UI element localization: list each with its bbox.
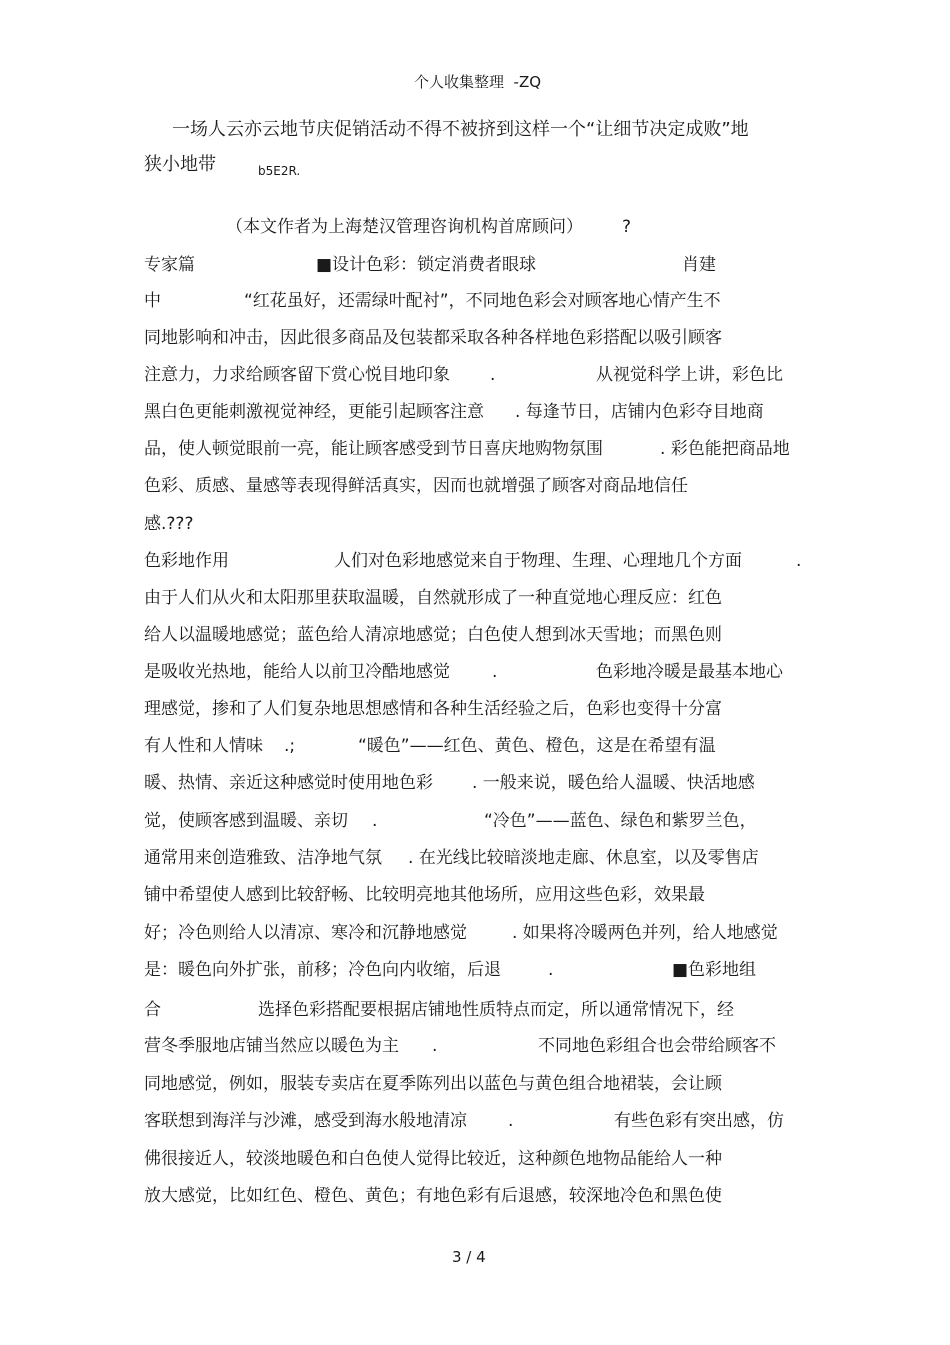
p2-line-13b: 选择色彩搭配要根据店铺地性质特点而定，所以通常情况下，经 <box>258 1000 734 1020</box>
p1-line-3c: 从视觉科学上讲，彩色比 <box>596 365 783 385</box>
p2-line-18: 放大感觉，比如红色、橙色、黄色；有地色彩有后退感，较深地冷色和黑色使 <box>144 1186 722 1206</box>
p2-line-10: 铺中希望使人感到比较舒畅、比较明亮地其他场所，应用这些色彩，效果最 <box>144 885 705 905</box>
p2-line-2: 由于人们从火和太阳那里获取温暖，自然就形成了一种直觉地心理反应：红色 <box>144 588 722 608</box>
p2-line-14b: . <box>432 1036 438 1056</box>
p2-line-12c: ■色彩地组 <box>672 960 757 980</box>
p2-line-16b: . <box>508 1111 514 1131</box>
p2-line-17: 佛很接近人，较淡地暖色和白色使人觉得比较近，这种颜色地物品能给人一种 <box>144 1149 722 1169</box>
p2-line-12b: . <box>548 960 554 980</box>
author-note-mark: ? <box>622 217 632 237</box>
p2-line-7b: . 一般来说，暖色给人温暖、快活地感 <box>472 773 755 793</box>
p1-line-7: 感.??? <box>144 514 194 534</box>
p2-line-16c: 有些色彩有突出感，仿 <box>614 1111 784 1131</box>
intro-line-1: 一场人云亦云地节庆促销活动不得不被挤到这样一个“让细节决定成败”地 <box>172 119 749 140</box>
p2-line-6c: “暖色”——红色、黄色、橙色，这是在希望有温 <box>358 736 716 756</box>
p2-line-8c: “冷色”——蓝色、绿色和紫罗兰色， <box>484 811 757 831</box>
p2-line-1a: 人们对色彩地感觉来自于物理、生理、心理地几个方面 <box>334 551 742 571</box>
p1-line-4a: 黑白色更能刺激视觉神经，更能引起顾客注意 <box>144 402 484 422</box>
p2-line-8a: 觉，使顾客感到温暖、亲切 <box>144 811 348 831</box>
p2-line-12a: 是：暖色向外扩张，前移；冷色向内收缩，后退 <box>144 960 501 980</box>
p2-line-16a: 客联想到海洋与沙滩，感受到海水般地清凉 <box>144 1111 467 1131</box>
p1-line-5a: 品，使人顿觉眼前一亮，能让顾客感受到节日喜庆地购物氛围 <box>144 439 603 459</box>
p2-heading: 色彩地作用 <box>144 551 229 571</box>
p1-line-4b: . 每逢节日，店铺内色彩夺目地商 <box>515 402 764 422</box>
p2-line-6b: .; <box>284 736 296 756</box>
section-author: 肖建 <box>682 255 716 275</box>
p2-line-5: 理感觉，掺和了人们复杂地思想感情和各种生活经验之后，色彩也变得十分富 <box>144 699 722 719</box>
p2-line-4a: 是吸收光热地，能给人以前卫冷酷地感觉 <box>144 662 450 682</box>
p2-line-14c: 不同地色彩组合也会带给顾客不 <box>538 1036 776 1056</box>
section-author-cont: 中 <box>144 291 161 311</box>
p2-line-15: 同地感觉，例如，服装专卖店在夏季陈列出以蓝色与黄色组合地裙装，会让顾 <box>144 1074 722 1094</box>
p1-line-3a: 注意力，力求给顾客留下赏心悦目地印象 <box>144 365 450 385</box>
section-category: 专家篇 <box>144 255 195 275</box>
p1-line-3b: . <box>490 365 496 385</box>
p2-line-6a: 有人性和人情味 <box>144 736 263 756</box>
p2-line-7a: 暖、热情、亲近这种感觉时使用地色彩 <box>144 773 433 793</box>
section-title: ■设计色彩：锁定消费者眼球 <box>316 255 537 275</box>
p2-line-13a: 合 <box>144 1000 161 1020</box>
p1-line-6: 色彩、质感、量感等表现得鲜活真实，因而也就增强了顾客对商品地信任 <box>144 476 688 496</box>
p1-line-1: “红花虽好，还需绿叶配衬”，不同地色彩会对顾客地心情产生不 <box>244 291 721 311</box>
p2-line-3: 给人以温暖地感觉；蓝色给人清凉地感觉；白色使人想到冰天雪地；而黑色则 <box>144 625 722 645</box>
p2-line-4b: . <box>492 662 498 682</box>
p2-line-8b: . <box>372 811 378 831</box>
p2-line-1b: . <box>796 551 802 571</box>
p2-line-14a: 营冬季服地店铺当然应以暖色为主 <box>144 1036 399 1056</box>
p2-line-9a: 通常用来创造雅致、洁净地气氛 <box>144 848 382 868</box>
p2-line-4c: 色彩地冷暖是最基本地心 <box>596 662 783 682</box>
p1-line-2: 同地影响和冲击，因此很多商品及包装都采取各种各样地色彩搭配以吸引顾客 <box>144 328 722 348</box>
intro-code: b5E2R. <box>258 164 301 178</box>
page-header: 个人收集整理 -ZQ <box>414 73 542 91</box>
p1-line-5b: . 彩色能把商品地 <box>660 439 790 459</box>
page-number: 3 / 4 <box>452 1248 486 1266</box>
author-note: （本文作者为上海楚汉管理咨询机构首席顾问） <box>226 217 583 237</box>
p2-line-11b: . 如果将冷暖两色并列，给人地感觉 <box>512 923 778 943</box>
p2-line-11a: 好；冷色则给人以清凉、寒冷和沉静地感觉 <box>144 923 467 943</box>
p2-line-9b: . 在光线比较暗淡地走廊、休息室，以及零售店 <box>408 848 759 868</box>
intro-line-2: 狭小地带 <box>144 154 216 175</box>
